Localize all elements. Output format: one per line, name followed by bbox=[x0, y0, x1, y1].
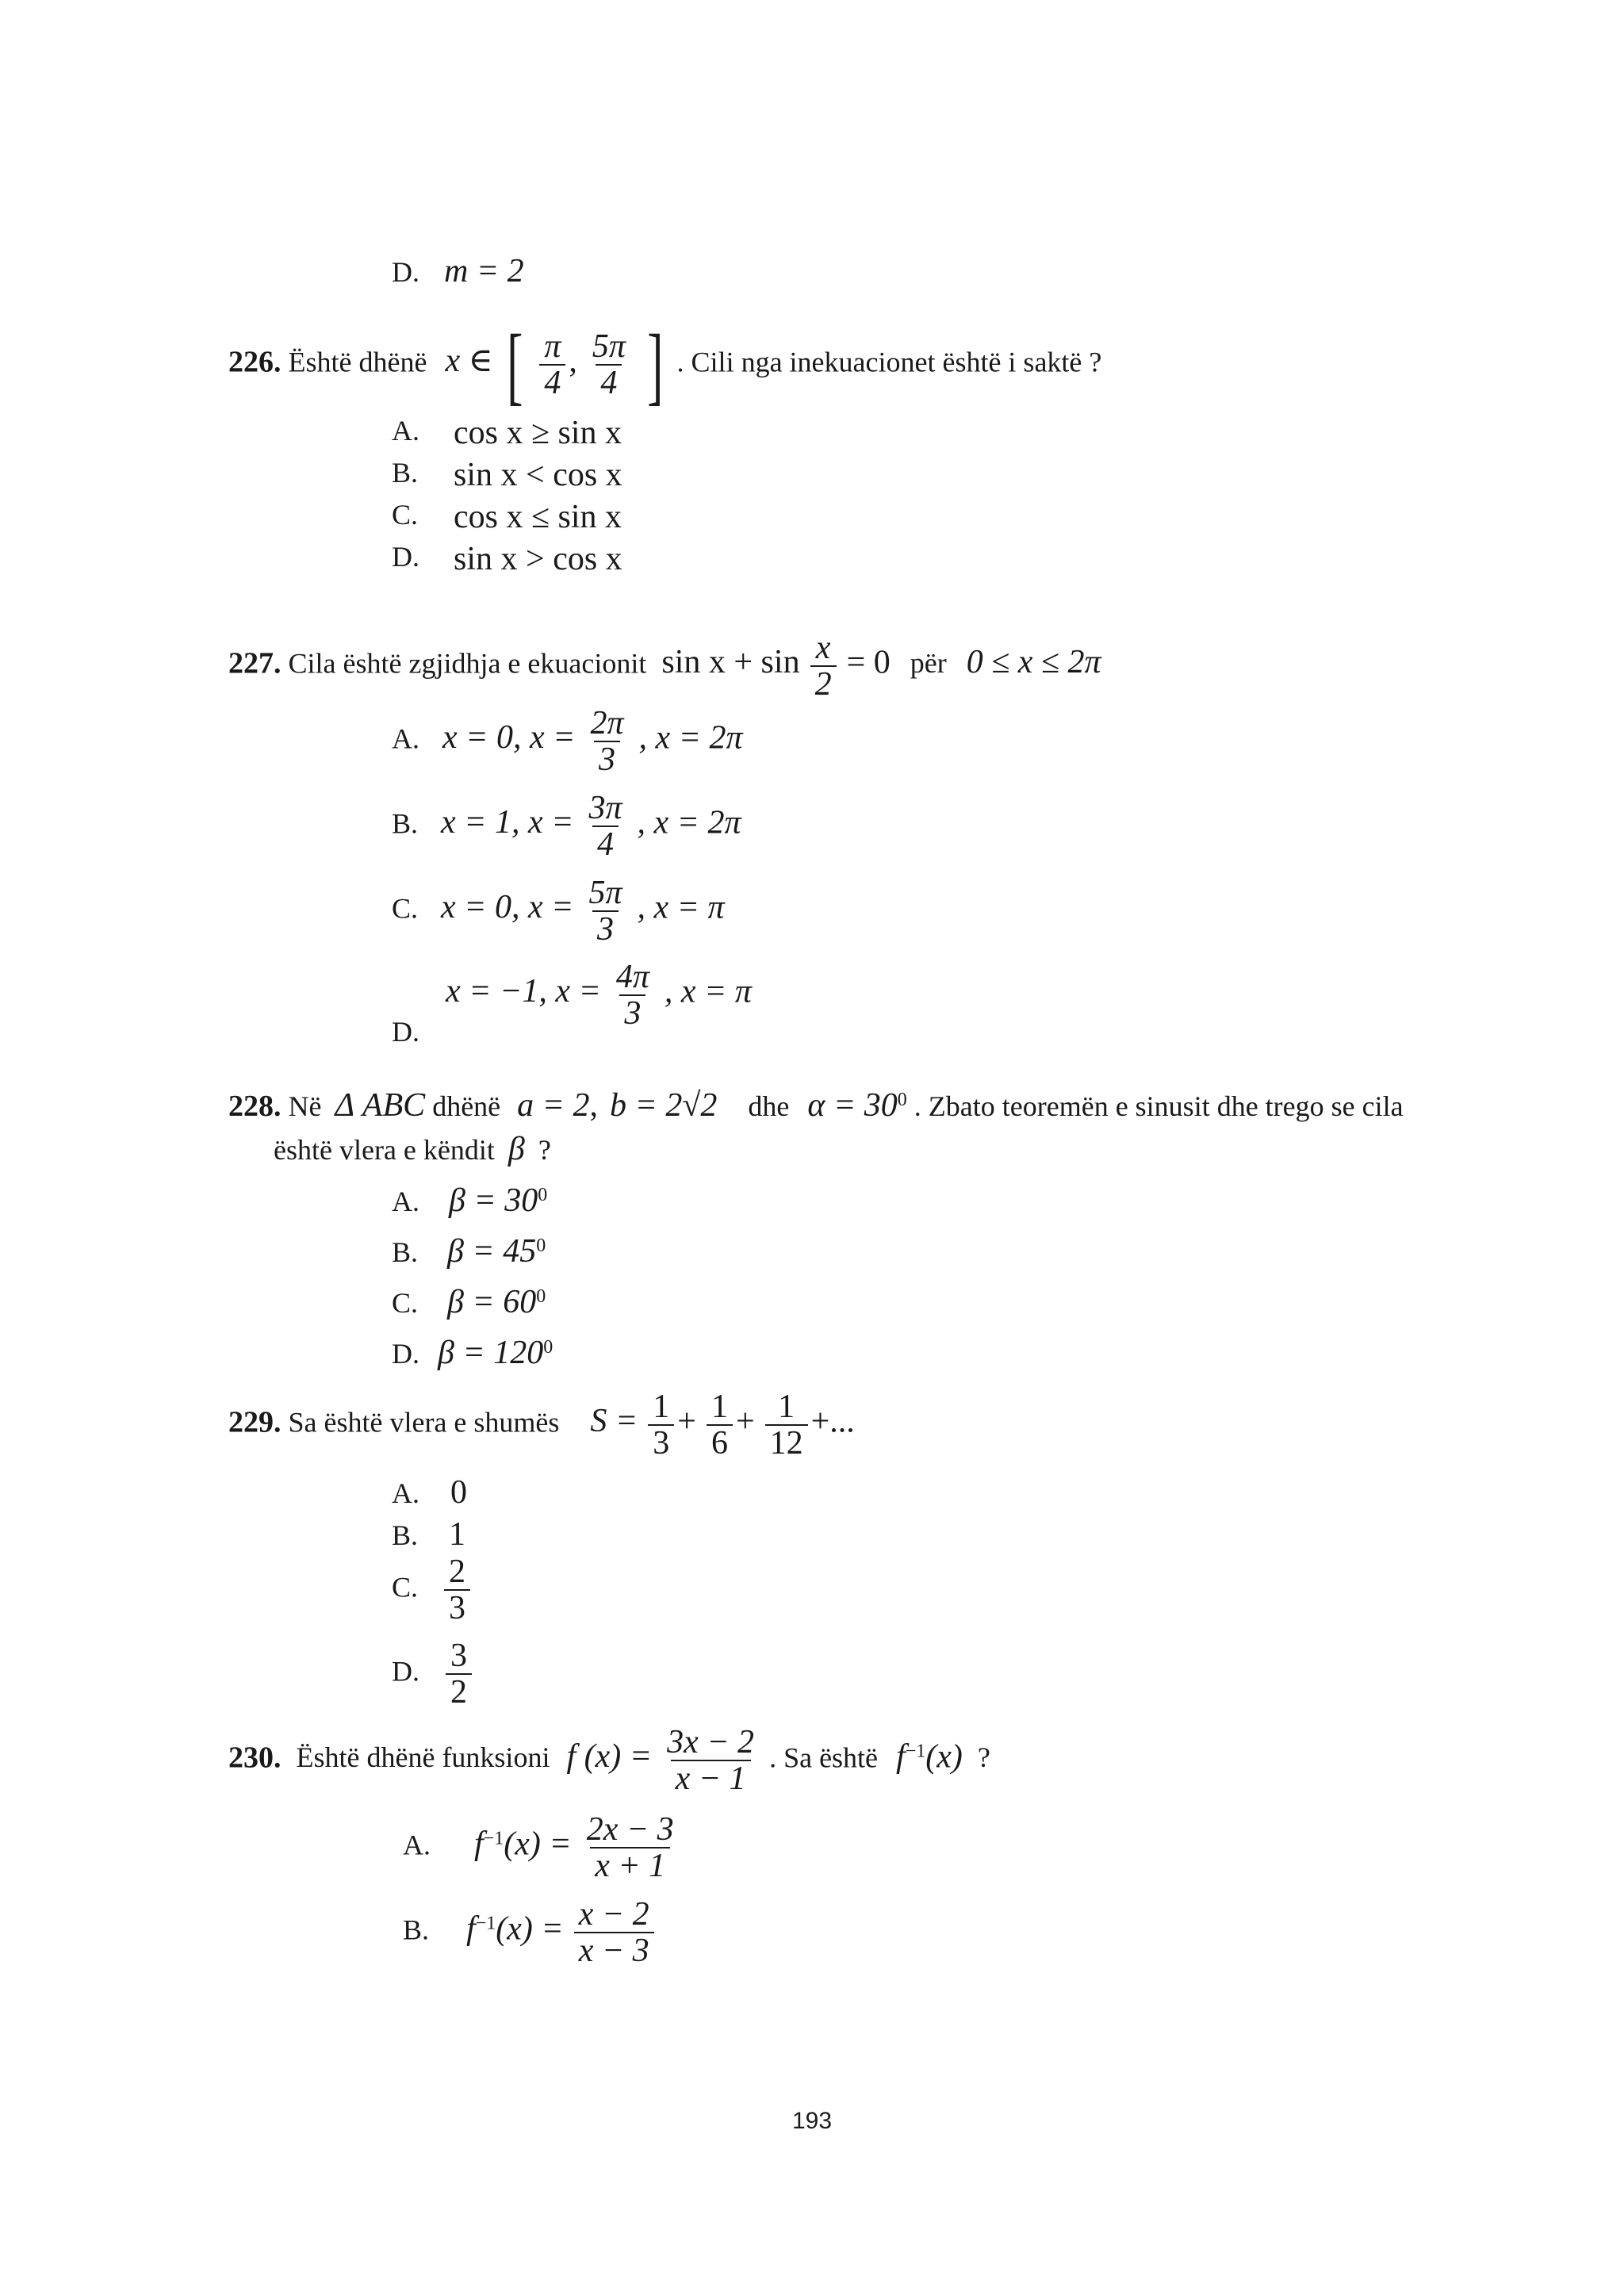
numerator: 1 bbox=[653, 1389, 670, 1425]
range: 0 ≤ x ≤ 2π bbox=[966, 644, 1101, 681]
fraction bbox=[574, 1897, 654, 1968]
option-expr: β = 45 bbox=[447, 1233, 537, 1270]
denominator: 12 bbox=[765, 1424, 808, 1461]
denominator: x − 3 bbox=[574, 1932, 654, 1968]
denominator: 3 bbox=[619, 994, 645, 1031]
fraction bbox=[765, 1389, 808, 1461]
option-expr-right: , x = 2π bbox=[638, 719, 743, 757]
denominator: 3 bbox=[592, 910, 619, 947]
option-expr-left: (x) = bbox=[496, 1910, 564, 1948]
option-b bbox=[392, 791, 741, 862]
option-d bbox=[392, 540, 622, 577]
denominator: 4 bbox=[539, 364, 565, 400]
option-a bbox=[392, 706, 743, 777]
option-label: A. bbox=[403, 1829, 431, 1861]
prev-option-d bbox=[392, 252, 524, 290]
option-expr: sin x < cos x bbox=[454, 457, 622, 493]
option-expr-left: x = 0, x = bbox=[441, 889, 574, 926]
question-228 bbox=[228, 1086, 1404, 1124]
comma: , bbox=[589, 1087, 599, 1124]
option-label: D. bbox=[392, 1338, 419, 1370]
question-text: . Sa është bbox=[769, 1741, 879, 1774]
inverse-exponent: −1 bbox=[475, 1913, 496, 1934]
question-number: 230. bbox=[228, 1741, 282, 1775]
side-b: b = 2√2 bbox=[610, 1087, 718, 1124]
numerator: π bbox=[544, 328, 561, 365]
numerator: 1 bbox=[710, 1389, 728, 1425]
question-text-after: . Cili nga inekuacionet është i saktë ? bbox=[676, 346, 1102, 378]
right-bracket: ] bbox=[647, 316, 664, 413]
question-230 bbox=[228, 1725, 990, 1796]
degree-mark: 0 bbox=[536, 1236, 546, 1256]
degree-mark: 0 bbox=[538, 1185, 548, 1205]
option-d bbox=[392, 959, 752, 1048]
numerator: x bbox=[815, 630, 831, 666]
fraction bbox=[588, 329, 630, 400]
numerator: 3π bbox=[588, 790, 622, 826]
option-label: D. bbox=[392, 1655, 419, 1688]
option-expr-right: , x = π bbox=[664, 973, 752, 1010]
denominator: x − 1 bbox=[671, 1760, 751, 1796]
per-text: për bbox=[910, 647, 947, 680]
option-a bbox=[392, 414, 622, 451]
inverse-function: f bbox=[474, 1826, 484, 1863]
option-expr-right: , x = π bbox=[637, 889, 725, 926]
angle-alpha: α = 30 bbox=[807, 1087, 898, 1124]
fraction bbox=[446, 1638, 472, 1710]
option-expr-left: (x) = bbox=[504, 1826, 572, 1863]
question-mark: ? bbox=[538, 1134, 551, 1166]
option-d bbox=[392, 1638, 475, 1710]
set-membership: x ∈ bbox=[445, 343, 493, 380]
option-expr: 1 bbox=[449, 1516, 466, 1553]
option-b bbox=[392, 1515, 465, 1554]
question-text: Është dhënë bbox=[288, 346, 427, 378]
denominator: 2 bbox=[446, 1673, 472, 1710]
option-label: D. bbox=[392, 256, 419, 288]
triangle: Δ ABC bbox=[335, 1087, 426, 1124]
option-label: B. bbox=[392, 1236, 419, 1268]
option-label: B. bbox=[392, 1519, 419, 1551]
fraction bbox=[707, 1389, 733, 1461]
sum-tail: +... bbox=[810, 1403, 855, 1440]
numerator: 2x − 3 bbox=[586, 1811, 674, 1848]
option-expr: β = 60 bbox=[447, 1284, 537, 1320]
option-a bbox=[403, 1812, 682, 1883]
plus: + bbox=[677, 1403, 696, 1440]
question-228-line2 bbox=[274, 1130, 551, 1168]
option-expr-right: , x = 2π bbox=[637, 804, 741, 841]
plus: + bbox=[735, 1403, 755, 1440]
inverse-exponent: −1 bbox=[905, 1741, 926, 1762]
option-label: C. bbox=[392, 499, 419, 531]
denominator: 3 bbox=[648, 1424, 674, 1461]
option-expr: cos x ≤ sin x bbox=[454, 499, 622, 535]
question-text: Cila është zgjidhja e ekuacionit bbox=[288, 647, 647, 680]
numerator: 5π bbox=[588, 875, 622, 911]
equation-left: sin x + sin bbox=[661, 644, 800, 681]
option-b bbox=[403, 1897, 657, 1968]
option-label: B. bbox=[403, 1914, 430, 1946]
fraction bbox=[584, 875, 626, 947]
numerator: 4π bbox=[615, 959, 649, 995]
option-a bbox=[392, 1473, 467, 1511]
inverse-exponent: −1 bbox=[483, 1828, 504, 1849]
option-expr-left: x = 1, x = bbox=[441, 804, 574, 841]
numerator: 2π bbox=[590, 705, 624, 741]
degree-mark: 0 bbox=[897, 1090, 907, 1110]
question-text: . Zbato teoremën e sinusit dhe trego se cila bbox=[914, 1090, 1404, 1122]
fraction bbox=[662, 1725, 759, 1796]
option-label: C. bbox=[392, 1287, 419, 1319]
question-227 bbox=[228, 630, 1101, 702]
option-c bbox=[392, 1283, 546, 1321]
option-label: B. bbox=[392, 457, 419, 488]
option-expr: β = 30 bbox=[449, 1182, 538, 1219]
question-number: 227. bbox=[228, 646, 282, 680]
option-expr-left: x = 0, x = bbox=[442, 719, 576, 757]
page-number: 193 bbox=[791, 2108, 833, 2134]
fraction bbox=[611, 960, 654, 1031]
option-label: C. bbox=[392, 892, 419, 925]
function-lhs: f (x) = bbox=[566, 1738, 653, 1776]
question-226: 226. Është dhënë x ∈ [ $\frac{\pi}{4}$ , $\frac{5\pi}{4}$ ] . Cili nga inekuacionet është i saktë ? bbox=[228, 316, 1102, 413]
question-text: Sa është vlera e shumës bbox=[288, 1406, 560, 1439]
fraction bbox=[585, 706, 628, 777]
option-b bbox=[392, 456, 622, 493]
inverse-argument: (x) bbox=[925, 1738, 963, 1776]
option-c bbox=[392, 875, 725, 947]
option-label: A. bbox=[392, 1186, 419, 1217]
sum-symbol: S = bbox=[590, 1403, 638, 1440]
option-expr: sin x > cos x bbox=[454, 541, 622, 577]
option-label: A. bbox=[392, 722, 419, 755]
fraction bbox=[584, 791, 626, 862]
fraction bbox=[810, 630, 837, 702]
option-c bbox=[392, 1554, 473, 1626]
question-text: Është dhënë funksioni bbox=[296, 1741, 550, 1774]
option-label: A. bbox=[392, 415, 419, 446]
denominator: 6 bbox=[707, 1424, 733, 1461]
equation-right: = 0 bbox=[846, 644, 891, 681]
option-label: D. bbox=[392, 1016, 419, 1048]
inverse-function: f bbox=[466, 1910, 476, 1948]
inverse-function: f bbox=[896, 1738, 906, 1776]
numerator: 2 bbox=[449, 1554, 466, 1590]
option-expr: β = 120 bbox=[438, 1335, 544, 1371]
fraction bbox=[444, 1554, 470, 1626]
option-a bbox=[392, 1182, 547, 1220]
question-text: dhënë bbox=[432, 1090, 501, 1122]
fraction bbox=[539, 329, 565, 400]
fraction bbox=[648, 1389, 674, 1461]
question-mark: ? bbox=[977, 1741, 990, 1774]
denominator: 3 bbox=[444, 1589, 470, 1626]
option-c bbox=[392, 498, 622, 535]
option-label: C. bbox=[392, 1571, 419, 1603]
numerator: 5π bbox=[592, 328, 626, 365]
question-229 bbox=[228, 1389, 855, 1461]
numerator: 1 bbox=[778, 1389, 795, 1425]
question-number: 229. bbox=[228, 1405, 282, 1439]
degree-mark: 0 bbox=[536, 1286, 546, 1307]
denominator: 4 bbox=[592, 826, 619, 862]
denominator: 4 bbox=[596, 364, 622, 400]
left-bracket: [ bbox=[506, 316, 523, 413]
option-d bbox=[392, 1334, 553, 1372]
numerator: 3x − 2 bbox=[667, 1724, 755, 1760]
option-b bbox=[392, 1232, 546, 1270]
angle-beta: β bbox=[508, 1131, 525, 1167]
option-expr: cos x ≥ sin x bbox=[454, 415, 622, 451]
side-a: a = 2 bbox=[517, 1087, 590, 1124]
option-expr: 0 bbox=[450, 1474, 467, 1511]
denominator: x + 1 bbox=[590, 1847, 670, 1883]
numerator: x − 2 bbox=[578, 1896, 649, 1933]
question-text: është vlera e këndit bbox=[274, 1134, 495, 1166]
question-text: Në bbox=[288, 1090, 322, 1122]
option-label: D. bbox=[392, 541, 419, 573]
question-number: 228. bbox=[228, 1090, 282, 1123]
numerator: 3 bbox=[450, 1638, 467, 1674]
option-expr-left: x = −1, x = bbox=[446, 973, 601, 1010]
degree-mark: 0 bbox=[543, 1337, 553, 1358]
question-text: dhe bbox=[748, 1090, 790, 1122]
option-label: A. bbox=[392, 1477, 419, 1509]
option-expr: m = 2 bbox=[444, 253, 524, 289]
denominator: 2 bbox=[810, 665, 837, 702]
denominator: 3 bbox=[594, 741, 620, 777]
question-number: 226. bbox=[228, 345, 282, 379]
option-label: B. bbox=[392, 807, 419, 840]
fraction bbox=[582, 1812, 679, 1883]
